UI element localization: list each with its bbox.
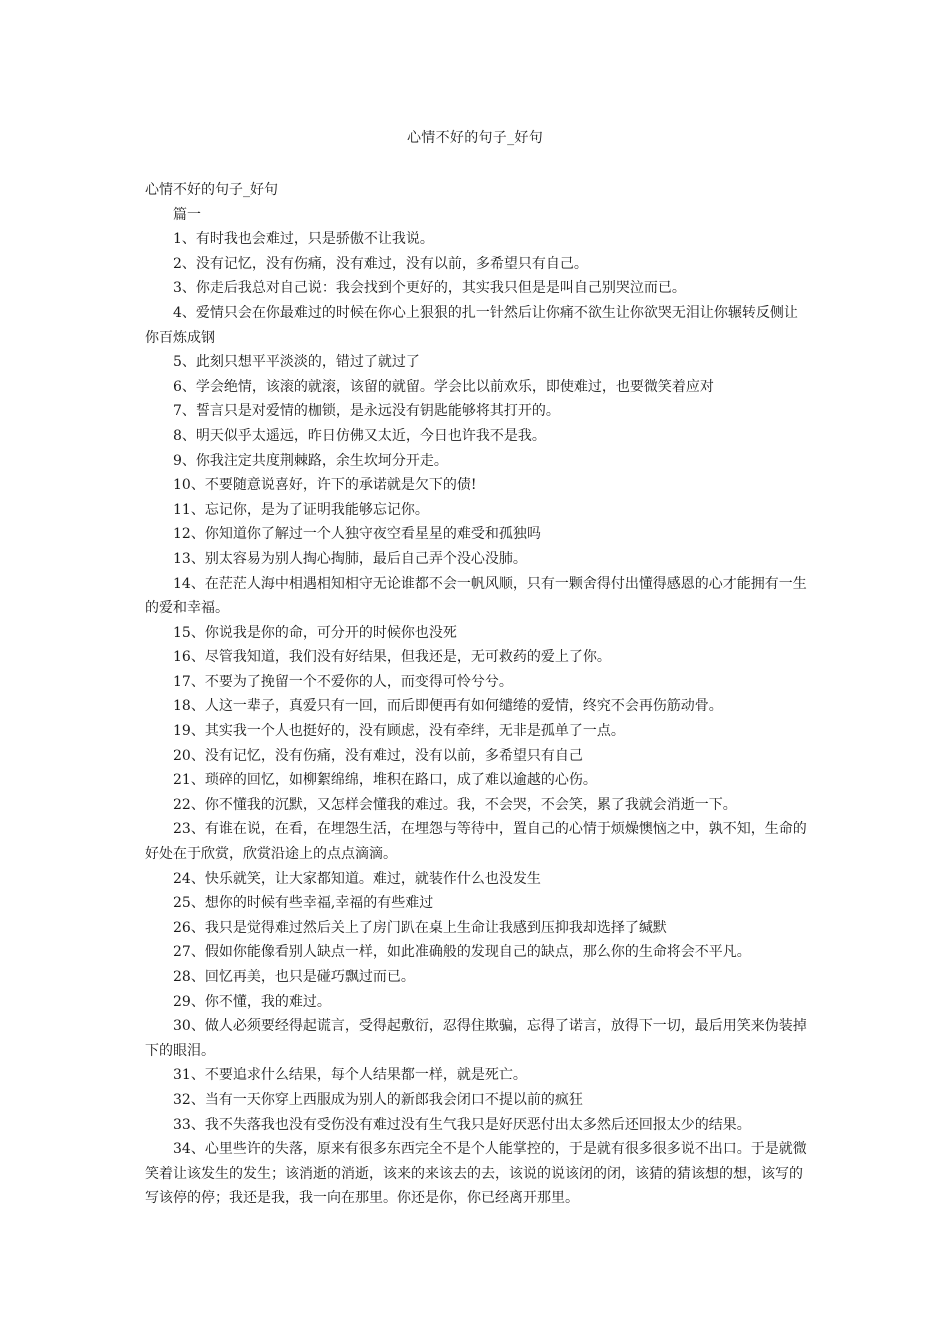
section-label: 篇一 bbox=[173, 206, 201, 223]
sentence-item: 8、明天似乎太遥远，昨日仿佛又太近，今日也许我不是我。 bbox=[173, 427, 546, 444]
sentence-item: 27、假如你能像看别人缺点一样，如此准确般的发现自己的缺点，那么你的生命将会不平凡。 bbox=[173, 944, 751, 961]
sentence-item: 9、你我注定共度荆棘路，余生坎坷分开走。 bbox=[173, 452, 448, 469]
sentence-item: 11、忘记你，是为了证明我能够忘记你。 bbox=[173, 501, 429, 518]
document-body bbox=[145, 178, 810, 1211]
sentence-item: 23、有谁在说，在看，在埋怨生活，在埋怨与等待中，置自己的心情于烦燥懊恼之中，孰不知，生命的好处在于欣赏，欣赏沿途上的点点滴滴。 bbox=[145, 821, 807, 863]
sentence-list bbox=[145, 227, 810, 1211]
sentence-item: 7、誓言只是对爱情的枷锁，是永远没有钥匙能够将其打开的。 bbox=[173, 403, 560, 420]
sentence-item: 16、尽管我知道，我们没有好结果，但我还是，无可救药的爱上了你。 bbox=[173, 649, 611, 666]
sentence-item: 21、琐碎的回忆，如柳絮绵绵，堆积在路口，成了难以逾越的心伤。 bbox=[173, 772, 597, 789]
sentence-item: 5、此刻只想平平淡淡的，错过了就过了 bbox=[173, 354, 420, 371]
sentence-item: 1、有时我也会难过，只是骄傲不让我说。 bbox=[173, 231, 434, 248]
sentence-item: 32、当有一天你穿上西服成为别人的新郎我会闭口不提以前的疯狂 bbox=[173, 1091, 583, 1108]
sentence-item: 3、你走后我总对自己说：我会找到个更好的，其实我只但是是叫自己别哭泣而已。 bbox=[173, 280, 686, 297]
sentence-item: 6、学会绝情，该滚的就滚，该留的就留。学会比以前欢乐，即使难过，也要微笑着应对 bbox=[173, 378, 714, 395]
document-title: 心情不好的句子_好句 bbox=[407, 130, 543, 146]
sentence-item: 31、不要追求什么结果，每个人结果都一样，就是死亡。 bbox=[173, 1067, 527, 1084]
sentence-item: 17、不要为了挽留一个不爱你的人，而变得可怜兮兮。 bbox=[173, 673, 513, 690]
sentence-item: 4、爱情只会在你最难过的时候在你心上狠狠的扎一针然后让你痛不欲生让你欲哭无泪让你辗转反侧让你百炼成钢 bbox=[145, 304, 798, 346]
sentence-item: 19、其实我一个人也挺好的，没有顾虑，没有牵绊，无非是孤单了一点。 bbox=[173, 723, 625, 740]
sentence-item: 13、别太容易为别人掏心掏肺，最后自己弄个没心没肺。 bbox=[173, 550, 527, 567]
sentence-item: 22、你不懂我的沉默，又怎样会懂我的难过。我，不会哭，不会笑，累了我就会消逝一下。 bbox=[173, 796, 737, 813]
sentence-item: 33、我不失落我也没有受伤没有难过没有生气我只是好厌恶付出太多然后还回报太少的结果。 bbox=[173, 1116, 751, 1133]
sentence-item: 24、快乐就笑，让大家都知道。难过，就装作什么也没发生 bbox=[173, 870, 541, 887]
sentence-item: 20、没有记忆，没有伤痛，没有难过，没有以前，多希望只有自己 bbox=[173, 747, 583, 764]
sentence-item: 14、在茫茫人海中相遇相知相守无论谁都不会一帆风顺，只有一颗舍得付出懂得感恩的心才能拥有一生的爱和幸福。 bbox=[145, 575, 807, 617]
sentence-item: 2、没有记忆，没有伤痛，没有难过，没有以前，多希望只有自己。 bbox=[173, 255, 588, 272]
sentence-item: 18、人这一辈子，真爱只有一回，而后即便再有如何缱绻的爱情，终究不会再伤筋动骨。 bbox=[173, 698, 723, 715]
sentence-item: 34、心里些许的失落，原来有很多东西完全不是个人能掌控的，于是就有很多很多说不出口。于是就微笑着让该发生的发生；该消逝的消逝，该来的来该去的去，该说的说该闭的闭，该猜的猜该想的想，该写的写该停的停；我还是我，我一向在那里。你还是你，你已经离开那里。 bbox=[145, 1141, 807, 1207]
sentence-item: 10、不要随意说喜好，许下的承诺就是欠下的债! bbox=[173, 477, 477, 494]
sentence-item: 12、你知道你了解过一个人独守夜空看星星的难受和孤独吗 bbox=[173, 526, 541, 543]
sentence-item: 29、你不懂，我的难过。 bbox=[173, 993, 331, 1010]
sentence-item: 30、做人必须要经得起谎言，受得起敷衍，忍得住欺骗，忘得了诺言，放得下一切，最后用笑来伪装掉下的眼泪。 bbox=[145, 1018, 807, 1059]
sentence-item: 28、回忆再美，也只是碰巧飘过而已。 bbox=[173, 969, 415, 985]
sentence-item: 26、我只是觉得难过然后关上了房门趴在桌上生命让我感到压抑我却选择了缄默 bbox=[173, 919, 667, 936]
sentence-item: 25、想你的时候有些幸福,幸福的有些难过 bbox=[173, 895, 434, 912]
sentence-item: 15、你说我是你的命，可分开的时候你也没死 bbox=[173, 624, 457, 641]
document-heading: 心情不好的句子_好句 bbox=[145, 182, 278, 198]
